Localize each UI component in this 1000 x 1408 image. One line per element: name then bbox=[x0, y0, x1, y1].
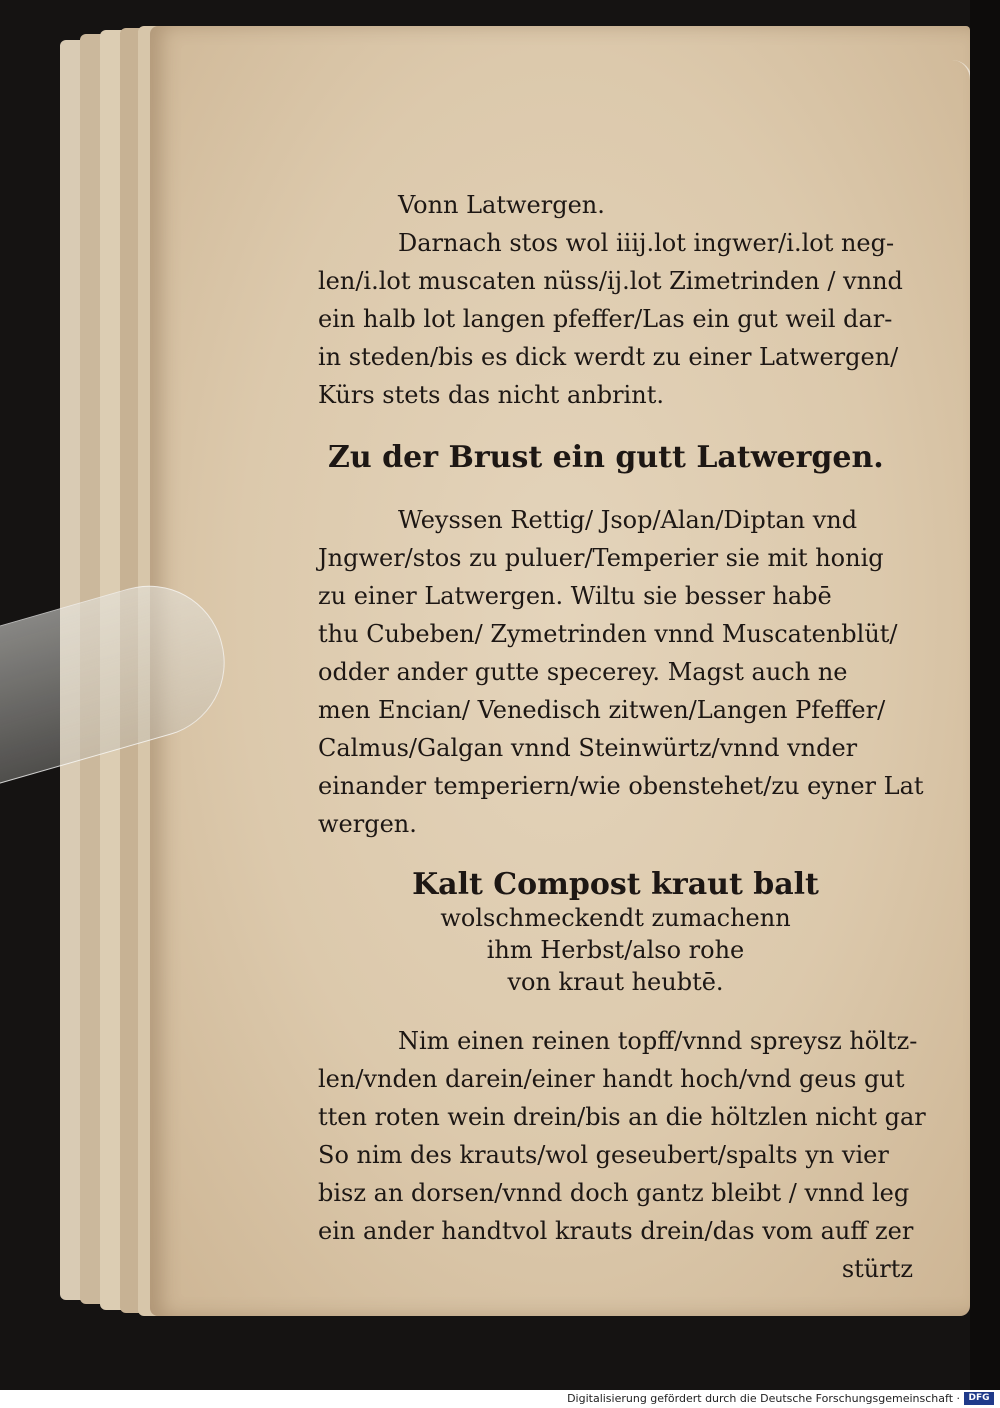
text-line: odder ander gutte specerey. Magst auch ne bbox=[318, 658, 848, 686]
text-line: len/vnden darein/einer handt hoch/vnd geus gut bbox=[318, 1065, 905, 1093]
dark-background bbox=[970, 0, 1000, 1390]
text-line: zu einer Latwergen. Wiltu sie besser habē bbox=[318, 582, 832, 610]
text-line: Jngwer/stos zu puluer/Temperier sie mit honig bbox=[318, 544, 884, 572]
text-line: len/i.lot muscaten nüss/ij.lot Zimetrinden / vnnd bbox=[318, 267, 903, 295]
page-text bbox=[318, 180, 926, 1288]
binding-thread bbox=[952, 60, 972, 1100]
dfg-logo: DFG bbox=[964, 1392, 994, 1405]
footer-bar bbox=[0, 1390, 1000, 1408]
text-line: einander temperiern/wie obenstehet/zu eyner Lat bbox=[318, 772, 924, 800]
section-heading-kompost: Kalt Compost kraut balt bbox=[412, 867, 819, 902]
text-line: ein halb lot langen pfeffer/Las ein gut weil dar- bbox=[318, 305, 893, 333]
text-line: Kürs stets das nicht anbrint. bbox=[318, 381, 664, 409]
catchword: stürtz bbox=[841, 1255, 913, 1283]
text-line: tten roten wein drein/bis an die höltzlen nicht gar bbox=[318, 1103, 926, 1131]
paragraph-latwergen bbox=[318, 224, 913, 414]
paragraph-brust bbox=[318, 501, 924, 843]
funding-credit: Digitalisierung gefördert durch die Deutsche Forschungsgemeinschaft · bbox=[567, 1392, 960, 1405]
subheading-line: ihm Herbst/also rohe bbox=[486, 936, 745, 964]
subheading-line: von kraut heubtē. bbox=[507, 968, 724, 996]
text-line: in steden/bis es dick werdt zu einer Latwergen/ bbox=[318, 343, 899, 371]
section-subheading bbox=[318, 902, 913, 998]
text-line: So nim des krauts/wol geseubert/spalts yn vier bbox=[318, 1141, 889, 1169]
text-line: thu Cubeben/ Zymetrinden vnnd Muscatenblüt/ bbox=[318, 620, 898, 648]
text-line: Darnach stos wol iiij.lot ingwer/i.lot neg- bbox=[398, 229, 895, 257]
subheading-line: wolschmeckendt zumachenn bbox=[440, 904, 791, 932]
text-line: wergen. bbox=[318, 810, 417, 838]
text-line: Calmus/Galgan vnnd Steinwürtz/vnnd vnder bbox=[318, 734, 858, 762]
text-line: ein ander handtvol krauts drein/das vom auff zer bbox=[318, 1217, 914, 1245]
text-line: Weyssen Rettig/ Jsop/Alan/Diptan vnd bbox=[398, 506, 858, 534]
paragraph-kompost bbox=[318, 1022, 926, 1288]
section-heading-latwergen: Vonn Latwergen. bbox=[398, 191, 605, 219]
text-line: bisz an dorsen/vnnd doch gantz bleibt / vnnd leg bbox=[318, 1179, 910, 1207]
text-line: men Encian/ Venedisch zitwen/Langen Pfeffer/ bbox=[318, 696, 886, 724]
section-heading-brust: Zu der Brust ein gutt Latwergen. bbox=[328, 440, 884, 475]
text-line: Nim einen reinen topff/vnnd spreysz höltz- bbox=[398, 1027, 918, 1055]
